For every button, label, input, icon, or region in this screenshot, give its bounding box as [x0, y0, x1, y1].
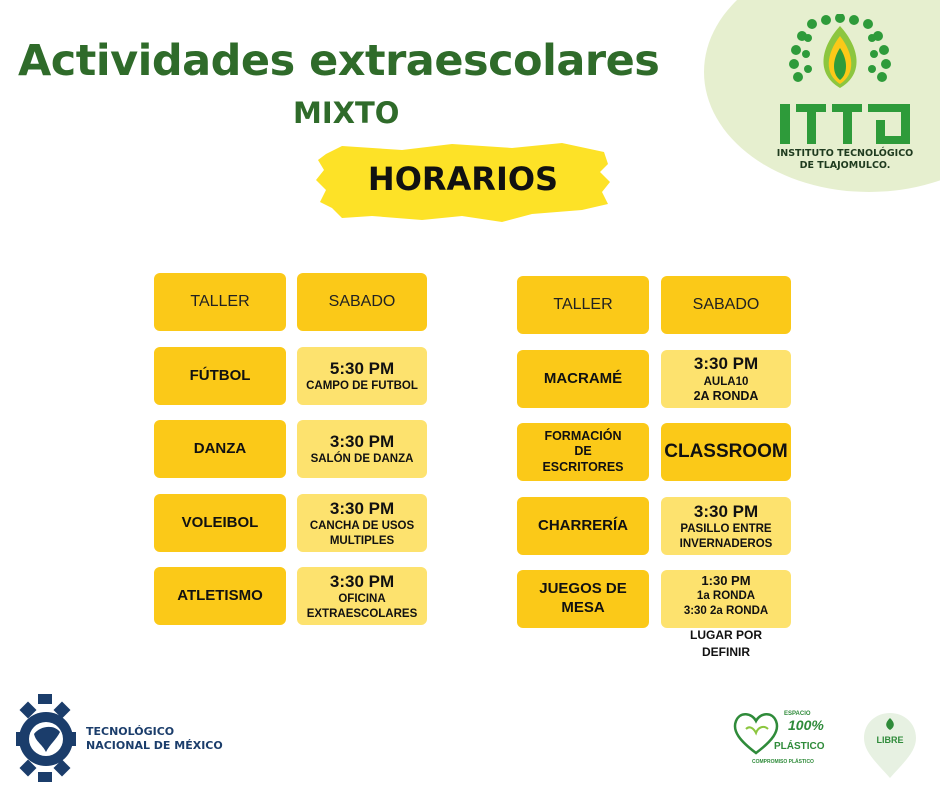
schedule-place: CLASSROOM: [664, 441, 788, 463]
tecnm-logo: [16, 694, 226, 784]
header-label: TALLER: [553, 296, 613, 313]
activity-cell: [517, 350, 649, 408]
activity-name: FÚTBOL: [189, 366, 251, 384]
tecnm-name-line2: NACIONAL DE MÉXICO: [86, 739, 223, 752]
section-heading: HORARIOS: [367, 160, 559, 198]
activity-name: DANZA: [193, 439, 247, 457]
schedule-place: INVERNADEROS: [679, 537, 773, 550]
schedule-cell: [661, 570, 791, 628]
schedule-time: 1:30 PM: [701, 573, 751, 588]
schedule-note: [661, 627, 791, 661]
schedule-cell: [661, 497, 791, 555]
schedule-time: 5:30 PM: [329, 359, 395, 379]
schedule-cell: [297, 420, 427, 478]
activity-name: VOLEIBOL: [181, 513, 259, 531]
badge-text: COMPROMISO PLÁSTICO: [752, 759, 814, 765]
activity-name: FORMACIÓN: [544, 428, 622, 443]
activity-name: ATLETISMO: [177, 586, 263, 604]
activity-name: DE: [574, 444, 592, 459]
badge-text: 100%: [788, 717, 824, 733]
activity-cell: [154, 347, 286, 405]
flame-logo-icon: [780, 14, 910, 146]
right-header-taller: [517, 276, 649, 334]
schedule-time: 3:30 PM: [693, 354, 759, 374]
activity-cell: [517, 497, 649, 555]
schedule-round: 1a RONDA: [696, 590, 756, 603]
left-header-taller: [154, 273, 286, 331]
badge-text: PLÁSTICO: [774, 741, 825, 752]
schedule-cell: [297, 347, 427, 405]
page-subtitle: MIXTO: [293, 96, 400, 130]
badge-text: LIBRE: [876, 735, 904, 745]
header-label: SABADO: [692, 296, 760, 313]
schedule-cell: [297, 494, 427, 552]
left-header-sabado: [297, 273, 427, 331]
institute-logo: [760, 14, 930, 174]
schedule-time: 3:30 PM: [693, 502, 759, 521]
right-header-sabado: [661, 276, 791, 334]
activity-name: CHARRERÍA: [538, 516, 628, 534]
activity-cell: [154, 494, 286, 552]
schedule-time: 3:30 PM: [329, 432, 395, 452]
plastic-free-badge: [730, 703, 830, 773]
gear-icon: [16, 694, 78, 784]
schedule-cell: [297, 567, 427, 625]
institute-name: [760, 148, 930, 172]
schedule-cell: [661, 423, 791, 481]
badge-text: ESPACIO: [784, 711, 811, 717]
activity-name: JUEGOS DE: [539, 580, 627, 598]
activity-cell: [517, 570, 649, 628]
schedule-place: EXTRAESCOLARES: [306, 607, 418, 620]
header-label: TALLER: [190, 293, 250, 310]
activity-cell: [154, 567, 286, 625]
tecnm-name-line1: TECNOLÓGICO: [86, 725, 175, 738]
schedule-time: 3:30 PM: [329, 572, 395, 591]
schedule-room: AULA10: [703, 375, 749, 388]
schedule-round: 3:30 2a RONDA: [683, 604, 769, 617]
activity-name: MESA: [561, 599, 605, 616]
schedule-note-line1: LUGAR POR: [690, 628, 762, 642]
schedule-place: PASILLO ENTRE: [680, 523, 772, 536]
schedule-place: CANCHA DE USOS: [309, 520, 415, 533]
map-pin-icon: [860, 710, 920, 780]
activity-cell: [154, 420, 286, 478]
tecnm-name: [86, 725, 223, 753]
schedule-place: SALÓN DE DANZA: [310, 453, 414, 466]
schedule-place: CAMPO DE FUTBOL: [306, 380, 418, 393]
page-title: Actividades extraescolares: [18, 36, 660, 86]
schedule-place: OFICINA: [338, 593, 386, 606]
smoke-free-badge: [860, 710, 920, 780]
activity-name: MACRAMÉ: [543, 369, 623, 387]
schedule-place: MULTIPLES: [329, 534, 395, 547]
institute-name-line2: DE TLAJOMULCO.: [799, 160, 891, 171]
activity-cell: [517, 423, 649, 481]
schedule-time: 3:30 PM: [329, 499, 395, 518]
schedule-note-line2: DEFINIR: [702, 645, 750, 659]
institute-name-line1: INSTITUTO TECNOLÓGICO: [776, 148, 914, 159]
schedule-round: 2A RONDA: [693, 389, 759, 403]
schedule-cell: [661, 350, 791, 408]
activity-name: ESCRITORES: [542, 459, 624, 474]
header-label: SABADO: [328, 293, 396, 310]
